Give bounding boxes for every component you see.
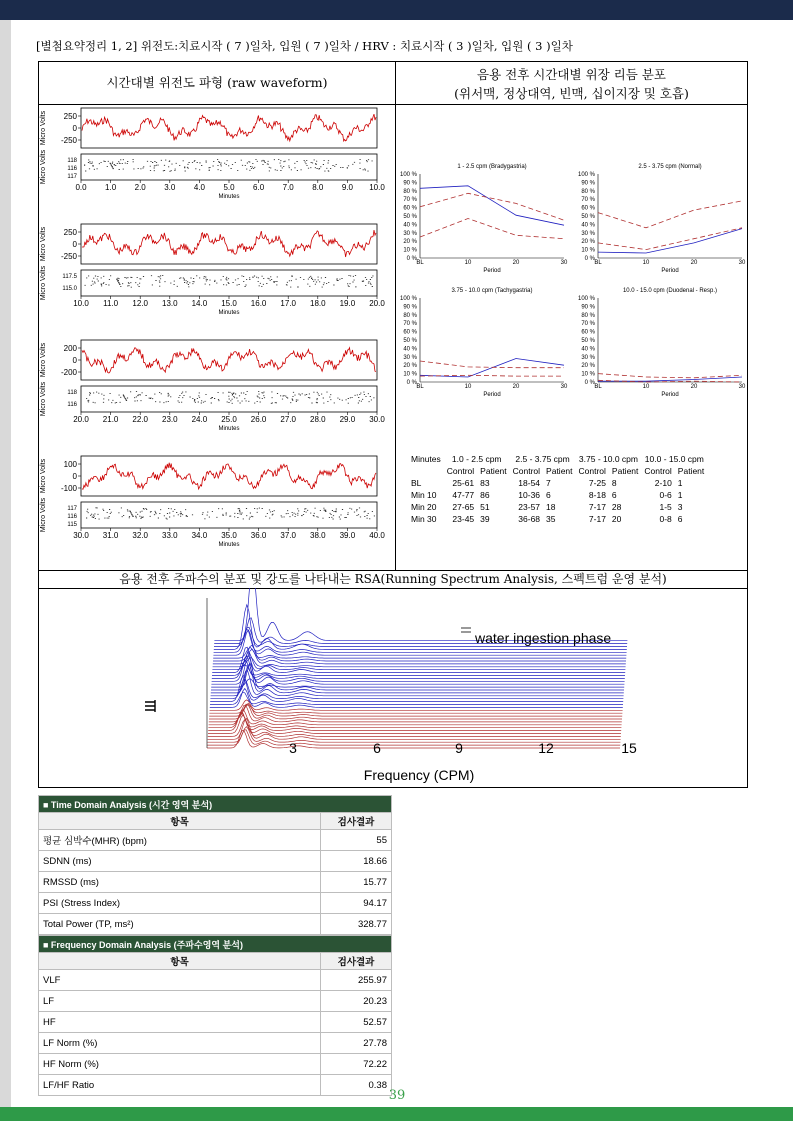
lower-tick-label: 115 bbox=[67, 522, 77, 528]
respiration-box bbox=[81, 502, 377, 528]
table-header: 3.75 - 10.0 cpm bbox=[578, 454, 638, 464]
x-tick-label: 18.0 bbox=[310, 299, 326, 308]
table-row bbox=[39, 1054, 392, 1075]
table-cell: 28 bbox=[611, 502, 622, 512]
table-row bbox=[409, 502, 706, 512]
y-tick-label: 10 % bbox=[403, 247, 417, 254]
micro-volts-label: Micro Volts bbox=[40, 149, 47, 185]
x-tick-label: 25.0 bbox=[221, 415, 237, 424]
row-label: RMSSD (ms) bbox=[39, 872, 321, 893]
table-cell: 8 bbox=[611, 478, 617, 488]
y-tick-label: 30 % bbox=[581, 354, 595, 361]
x-tick-label: 23.0 bbox=[162, 415, 178, 424]
row-value: 27.78 bbox=[321, 1033, 392, 1054]
table-cell: 36-68 bbox=[518, 514, 541, 524]
table-header: 2.5 - 3.75 cpm bbox=[515, 454, 570, 464]
x-tick-label: 10 bbox=[464, 384, 472, 390]
time-domain-table bbox=[38, 795, 392, 935]
y-tick-label: -100 bbox=[60, 484, 77, 493]
patient-header: Patient bbox=[480, 466, 507, 476]
lower-tick-label: 116 bbox=[67, 514, 77, 520]
waveform-title: 시간대별 위전도 파형 (raw waveform) bbox=[106, 75, 328, 90]
row-label: PSI (Stress Index) bbox=[39, 893, 321, 914]
spectrum-line bbox=[213, 645, 626, 661]
row-value: 18.66 bbox=[321, 851, 392, 872]
table-cell: 8-18 bbox=[588, 490, 606, 500]
lower-tick-label: 118 bbox=[67, 390, 77, 396]
row-label: LF Norm (%) bbox=[39, 1033, 321, 1054]
spectrum-line bbox=[210, 692, 623, 705]
y-tick-label: 200 bbox=[63, 344, 77, 353]
x-axis-label: Frequency (CPM) bbox=[363, 767, 475, 783]
header-row bbox=[39, 813, 392, 830]
x-tick-label: 40.0 bbox=[369, 531, 385, 540]
table-blank bbox=[409, 466, 443, 476]
x-tick-label: 30 bbox=[560, 384, 568, 390]
x-tick-label: 35.0 bbox=[221, 531, 237, 540]
y-tick-label: -250 bbox=[60, 252, 77, 261]
x-tick-label: 20.0 bbox=[369, 299, 385, 308]
running-spectrum-chart bbox=[39, 588, 747, 787]
row-label: SDNN (ms) bbox=[39, 851, 321, 872]
row-value: 255.97 bbox=[321, 970, 392, 991]
table-row bbox=[39, 893, 392, 914]
table-cell: 7 bbox=[546, 478, 551, 488]
x-tick-label: 30 bbox=[738, 260, 746, 266]
minutes-label: Minutes bbox=[218, 426, 240, 432]
series-line bbox=[420, 186, 564, 225]
y-tick-label: 50 % bbox=[403, 214, 417, 220]
table-row bbox=[409, 514, 706, 524]
table-header: 1.0 - 2.5 cpm bbox=[451, 454, 502, 464]
table-cell: 23-57 bbox=[518, 502, 541, 512]
patient-header: Patient bbox=[677, 466, 705, 476]
y-tick-label: 40 % bbox=[403, 346, 417, 353]
table-cell: BL bbox=[411, 478, 422, 488]
chart-title: 1 - 2.5 cpm (Bradygastria) bbox=[457, 164, 527, 170]
rhythm-title bbox=[396, 65, 747, 103]
raw-waveform-panel bbox=[39, 104, 393, 569]
waveform-box bbox=[81, 224, 377, 264]
chart-title: 10.0 - 15.0 cpm (Duodenal - Resp.) bbox=[622, 288, 718, 294]
table-cell: 1 bbox=[677, 490, 683, 500]
left-margin-bar bbox=[0, 20, 11, 1107]
row-label: HF bbox=[39, 1012, 321, 1033]
y-tick-label: 10 % bbox=[581, 371, 595, 378]
y-tick-label: 90 % bbox=[403, 304, 417, 311]
x-tick-label: 7.0 bbox=[282, 183, 294, 192]
spectrum-line bbox=[207, 730, 620, 745]
y-tick-label: 20 % bbox=[403, 239, 417, 246]
table-cell: Min 10 bbox=[411, 490, 437, 500]
table-cell: 47-77 bbox=[452, 490, 475, 500]
y-tick-label: 80 % bbox=[403, 188, 417, 195]
period-label: Period bbox=[483, 268, 501, 274]
page-number: 39 bbox=[388, 1088, 406, 1103]
row-label: LF bbox=[39, 991, 321, 1012]
y-tick-label: 20 % bbox=[581, 363, 595, 370]
patient-header: Patient bbox=[546, 466, 573, 476]
table-header: Minutes bbox=[411, 454, 441, 464]
x-tick-label: 9 bbox=[455, 740, 463, 756]
table-cell: 7-17 bbox=[588, 502, 606, 512]
minutes-label: Minutes bbox=[218, 542, 240, 548]
header-row bbox=[39, 953, 392, 970]
y-tick-label: -200 bbox=[60, 368, 77, 377]
legend-label: water ingestion phase bbox=[475, 630, 612, 646]
y-tick-label: 50 % bbox=[403, 338, 417, 344]
x-tick-label: 30 bbox=[738, 384, 746, 390]
row-value: 0.38 bbox=[321, 1075, 392, 1096]
table-row bbox=[39, 914, 392, 935]
item-header: 항목 bbox=[39, 813, 321, 830]
micro-volts-label: Micro Volts bbox=[40, 226, 47, 262]
row-label: Total Power (TP, ms²) bbox=[39, 914, 321, 935]
x-tick-label: 14.0 bbox=[191, 299, 208, 308]
x-tick-label: 10 bbox=[642, 384, 650, 390]
x-tick-label: 10.0 bbox=[369, 183, 385, 192]
table-cell: 3 bbox=[677, 502, 683, 512]
x-tick-label: 34.0 bbox=[191, 531, 208, 540]
x-tick-label: 30.0 bbox=[369, 415, 385, 424]
x-tick-label: 20 bbox=[690, 384, 698, 390]
y-tick-label: 80 % bbox=[581, 188, 595, 195]
x-tick-label: 19.0 bbox=[339, 299, 356, 308]
x-tick-label: 8.0 bbox=[312, 183, 324, 192]
chart-title: 3.75 - 10.0 cpm (Tachygastria) bbox=[451, 288, 533, 294]
x-tick-label: 33.0 bbox=[162, 531, 178, 540]
y-tick-label: 0 bbox=[72, 240, 77, 249]
x-tick-label: 26.0 bbox=[250, 415, 267, 424]
y-tick-label: 100 % bbox=[399, 172, 417, 178]
table-cell: 27-65 bbox=[452, 502, 475, 512]
x-tick-label: 27.0 bbox=[280, 415, 296, 424]
y-tick-label: 50 % bbox=[581, 338, 595, 344]
y-tick-label: 60 % bbox=[403, 329, 417, 336]
x-tick-label: 10 bbox=[464, 260, 472, 266]
control-header: Control bbox=[578, 466, 606, 476]
y-tick-label: 40 % bbox=[581, 222, 595, 229]
x-tick-label: 36.0 bbox=[250, 531, 267, 540]
y-tick-label: -250 bbox=[60, 136, 77, 145]
spectrum-line bbox=[213, 658, 626, 667]
micro-volts-label: Micro Volts bbox=[40, 265, 47, 301]
page-caption: [별첨요약정리 1, 2] 위전도:치료시작 ( 7 )일차, 입원 ( 7 )일차 / HRV : 치료시작 ( 3 )일차, 입원 ( 3 )일차 bbox=[36, 39, 573, 53]
series-line bbox=[598, 228, 742, 250]
table-cell: 6 bbox=[546, 490, 551, 500]
x-tick-label: 20 bbox=[512, 260, 520, 266]
lower-tick-label: 116 bbox=[67, 166, 77, 172]
x-tick-label: 6.0 bbox=[253, 183, 265, 192]
y-tick-label: 20 % bbox=[581, 239, 595, 246]
y-tick-label: 30 % bbox=[403, 354, 417, 361]
respiration-box bbox=[81, 270, 377, 296]
y-tick-label: 40 % bbox=[581, 346, 595, 353]
table-cell: 18-54 bbox=[518, 478, 541, 488]
x-tick-label: 17.0 bbox=[280, 299, 296, 308]
x-tick-label: 30.0 bbox=[73, 531, 89, 540]
series-line bbox=[598, 229, 742, 253]
micro-volts-label: Micro Volts bbox=[40, 458, 47, 494]
y-tick-label: 0 % bbox=[406, 380, 417, 386]
table-row bbox=[39, 1012, 392, 1033]
table-cell: 51 bbox=[480, 502, 490, 512]
table-cell: 25-61 bbox=[452, 478, 475, 488]
series-line bbox=[598, 374, 742, 378]
x-tick-label: BL bbox=[594, 260, 602, 266]
row-label: HF Norm (%) bbox=[39, 1054, 321, 1075]
x-tick-label: BL bbox=[594, 384, 602, 390]
period-label: Period bbox=[661, 268, 679, 274]
series-line bbox=[598, 201, 742, 228]
table-cell: 18 bbox=[546, 502, 556, 512]
table-cell: 20 bbox=[611, 514, 622, 524]
x-tick-label: 38.0 bbox=[310, 531, 326, 540]
scale-mark-icon bbox=[145, 700, 155, 712]
x-tick-label: BL bbox=[416, 260, 424, 266]
x-tick-label: 2.0 bbox=[134, 183, 146, 192]
result-header: 검사결과 bbox=[321, 953, 392, 970]
y-tick-label: 30 % bbox=[581, 230, 595, 237]
x-tick-label: 11.0 bbox=[103, 299, 119, 308]
y-tick-label: 70 % bbox=[581, 321, 595, 328]
micro-volts-label: Micro Volts bbox=[40, 381, 47, 417]
y-tick-label: 60 % bbox=[581, 329, 595, 336]
minutes-label: Minutes bbox=[218, 310, 240, 316]
x-tick-label: 22.0 bbox=[132, 415, 148, 424]
section-row bbox=[39, 796, 392, 813]
table-cell: Min 30 bbox=[411, 514, 437, 524]
x-tick-label: 3 bbox=[289, 740, 297, 756]
x-tick-label: BL bbox=[416, 384, 424, 390]
x-tick-label: 37.0 bbox=[280, 531, 296, 540]
series-line bbox=[420, 219, 564, 239]
micro-volts-label: Micro Volts bbox=[40, 497, 47, 533]
control-header: Control bbox=[512, 466, 541, 476]
x-tick-label: 28.0 bbox=[310, 415, 326, 424]
x-tick-label: 20 bbox=[512, 384, 520, 390]
y-tick-label: 100 % bbox=[577, 172, 595, 178]
x-tick-label: 1.0 bbox=[105, 183, 117, 192]
x-tick-label: 15 bbox=[621, 740, 637, 756]
x-tick-label: 0.0 bbox=[75, 183, 87, 192]
x-tick-label: 31.0 bbox=[102, 531, 119, 540]
x-tick-label: 29.0 bbox=[339, 415, 356, 424]
y-tick-label: 250 bbox=[63, 112, 77, 121]
y-tick-label: 0 % bbox=[584, 380, 595, 386]
y-tick-label: 100 bbox=[63, 460, 77, 469]
respiration-box bbox=[81, 154, 377, 180]
table-row bbox=[39, 830, 392, 851]
x-tick-label: 30 bbox=[560, 260, 568, 266]
x-tick-label: 15.0 bbox=[221, 299, 237, 308]
y-tick-label: 10 % bbox=[403, 371, 417, 378]
y-tick-label: 70 % bbox=[403, 321, 417, 328]
x-tick-label: 6 bbox=[373, 740, 381, 756]
table-cell: 23-45 bbox=[452, 514, 475, 524]
table-cell: 86 bbox=[480, 490, 490, 500]
y-tick-label: 90 % bbox=[403, 180, 417, 187]
y-tick-label: 0 bbox=[72, 356, 77, 365]
frequency-domain-table bbox=[38, 935, 392, 1096]
y-tick-label: 0 bbox=[72, 124, 77, 133]
table-cell: 6 bbox=[677, 514, 683, 524]
y-tick-label: 90 % bbox=[581, 180, 595, 187]
table-cell: 0-6 bbox=[659, 490, 672, 500]
y-tick-label: 30 % bbox=[403, 230, 417, 237]
table-header: 10.0 - 15.0 cpm bbox=[644, 454, 704, 464]
lower-tick-label: 117.5 bbox=[62, 274, 77, 280]
table-cell: 1 bbox=[677, 478, 683, 488]
y-tick-label: 100 % bbox=[577, 296, 595, 302]
period-label: Period bbox=[483, 392, 501, 398]
table-row bbox=[39, 970, 392, 991]
y-tick-label: 60 % bbox=[581, 205, 595, 212]
period-label: Period bbox=[661, 392, 679, 398]
micro-volts-label: Micro Volts bbox=[40, 342, 47, 378]
row-value: 20.23 bbox=[321, 991, 392, 1012]
table-row bbox=[39, 1033, 392, 1054]
table-row bbox=[39, 851, 392, 872]
x-tick-label: 3.0 bbox=[164, 183, 176, 192]
table-cell: 7-17 bbox=[588, 514, 606, 524]
x-tick-label: 10 bbox=[642, 260, 650, 266]
y-tick-label: 40 % bbox=[403, 222, 417, 229]
y-tick-label: 60 % bbox=[403, 205, 417, 212]
x-tick-label: 21.0 bbox=[102, 415, 119, 424]
table-cell: Min 20 bbox=[411, 502, 437, 512]
row-value: 328.77 bbox=[321, 914, 392, 935]
x-tick-label: 24.0 bbox=[191, 415, 208, 424]
micro-volts-label: Micro Volts bbox=[40, 110, 47, 146]
table-cell: 39 bbox=[480, 514, 490, 524]
rhythm-title-line2: (위서맥, 정상대역, 빈맥, 십이지장 및 호흡) bbox=[454, 86, 689, 101]
lower-tick-label: 117 bbox=[67, 174, 77, 180]
y-tick-label: 0 bbox=[72, 472, 77, 481]
table-row bbox=[409, 490, 706, 500]
rsa-title: 음용 전후 주파수의 분포 및 강도를 나타내는 RSA(Running Spectrum Analysis, 스펙트럼 운영 분석) bbox=[119, 572, 667, 586]
row-value: 72.22 bbox=[321, 1054, 392, 1075]
patient-header: Patient bbox=[611, 466, 639, 476]
y-tick-label: 0 % bbox=[406, 256, 417, 262]
row-label: LF/HF Ratio bbox=[39, 1075, 321, 1096]
table-cell: 7-25 bbox=[588, 478, 606, 488]
chart-title: 2.5 - 3.75 cpm (Normal) bbox=[638, 164, 702, 170]
table-cell: 1-5 bbox=[659, 502, 672, 512]
table-row bbox=[39, 1075, 392, 1096]
table-row bbox=[39, 991, 392, 1012]
row-value: 15.77 bbox=[321, 872, 392, 893]
x-tick-label: 5.0 bbox=[223, 183, 235, 192]
y-tick-label: 250 bbox=[63, 228, 77, 237]
spectrum-line bbox=[212, 647, 625, 672]
row-value: 52.57 bbox=[321, 1012, 392, 1033]
section-title: ■ Frequency Domain Analysis (주파수영역 분석) bbox=[39, 936, 392, 953]
table-row bbox=[39, 872, 392, 893]
x-tick-label: 20 bbox=[690, 260, 698, 266]
x-tick-label: 39.0 bbox=[339, 531, 356, 540]
lower-tick-label: 117 bbox=[67, 506, 77, 512]
x-tick-label: 32.0 bbox=[132, 531, 148, 540]
lower-tick-label: 118 bbox=[67, 158, 77, 164]
table-cell: 35 bbox=[546, 514, 556, 524]
section-row bbox=[39, 936, 392, 953]
y-tick-label: 70 % bbox=[403, 197, 417, 204]
table-cell: 0-8 bbox=[659, 514, 672, 524]
row-label: 평균 심박수(MHR) (bpm) bbox=[39, 830, 321, 851]
x-tick-label: 12 bbox=[538, 740, 554, 756]
table-cell: 2-10 bbox=[654, 478, 672, 488]
top-bar bbox=[0, 0, 793, 20]
minutes-label: Minutes bbox=[218, 194, 240, 200]
spectrum-line bbox=[209, 705, 622, 713]
y-tick-label: 80 % bbox=[403, 312, 417, 319]
waveform-box bbox=[81, 108, 377, 148]
y-tick-label: 70 % bbox=[581, 197, 595, 204]
y-tick-label: 0 % bbox=[584, 256, 595, 262]
y-tick-label: 50 % bbox=[581, 214, 595, 220]
spectrum-line bbox=[209, 710, 622, 725]
control-header: Control bbox=[644, 466, 672, 476]
row-value: 55 bbox=[321, 830, 392, 851]
section-title: ■ Time Domain Analysis (시간 영역 분석) bbox=[39, 796, 392, 813]
x-tick-label: 10.0 bbox=[73, 299, 89, 308]
x-tick-label: 9.0 bbox=[341, 183, 353, 192]
lower-tick-label: 115.0 bbox=[62, 286, 77, 292]
control-header: Control bbox=[446, 466, 475, 476]
row-label: VLF bbox=[39, 970, 321, 991]
x-tick-label: 13.0 bbox=[162, 299, 178, 308]
y-tick-label: 90 % bbox=[581, 304, 595, 311]
x-tick-label: 16.0 bbox=[250, 299, 267, 308]
table-cell: 83 bbox=[480, 478, 490, 488]
x-tick-label: 4.0 bbox=[193, 183, 205, 192]
rhythm-distribution-charts bbox=[396, 160, 746, 405]
bottom-bar bbox=[0, 1107, 793, 1121]
spectrum-line bbox=[208, 713, 621, 728]
y-tick-label: 20 % bbox=[403, 363, 417, 370]
y-tick-label: 80 % bbox=[581, 312, 595, 319]
x-tick-label: 12.0 bbox=[132, 299, 148, 308]
series-line bbox=[420, 193, 564, 220]
table-cell: 6 bbox=[611, 490, 617, 500]
rhythm-title-line1: 음용 전후 시간대별 위장 리듬 분포 bbox=[477, 67, 666, 82]
y-tick-label: 10 % bbox=[581, 247, 595, 254]
rhythm-summary-table bbox=[407, 452, 708, 526]
lower-tick-label: 116 bbox=[67, 402, 77, 408]
y-tick-label: 100 % bbox=[399, 296, 417, 302]
item-header: 항목 bbox=[39, 953, 321, 970]
table-row bbox=[409, 478, 706, 488]
table-cell: 10-36 bbox=[518, 490, 541, 500]
x-tick-label: 20.0 bbox=[73, 415, 89, 424]
result-header: 검사결과 bbox=[321, 813, 392, 830]
row-value: 94.17 bbox=[321, 893, 392, 914]
